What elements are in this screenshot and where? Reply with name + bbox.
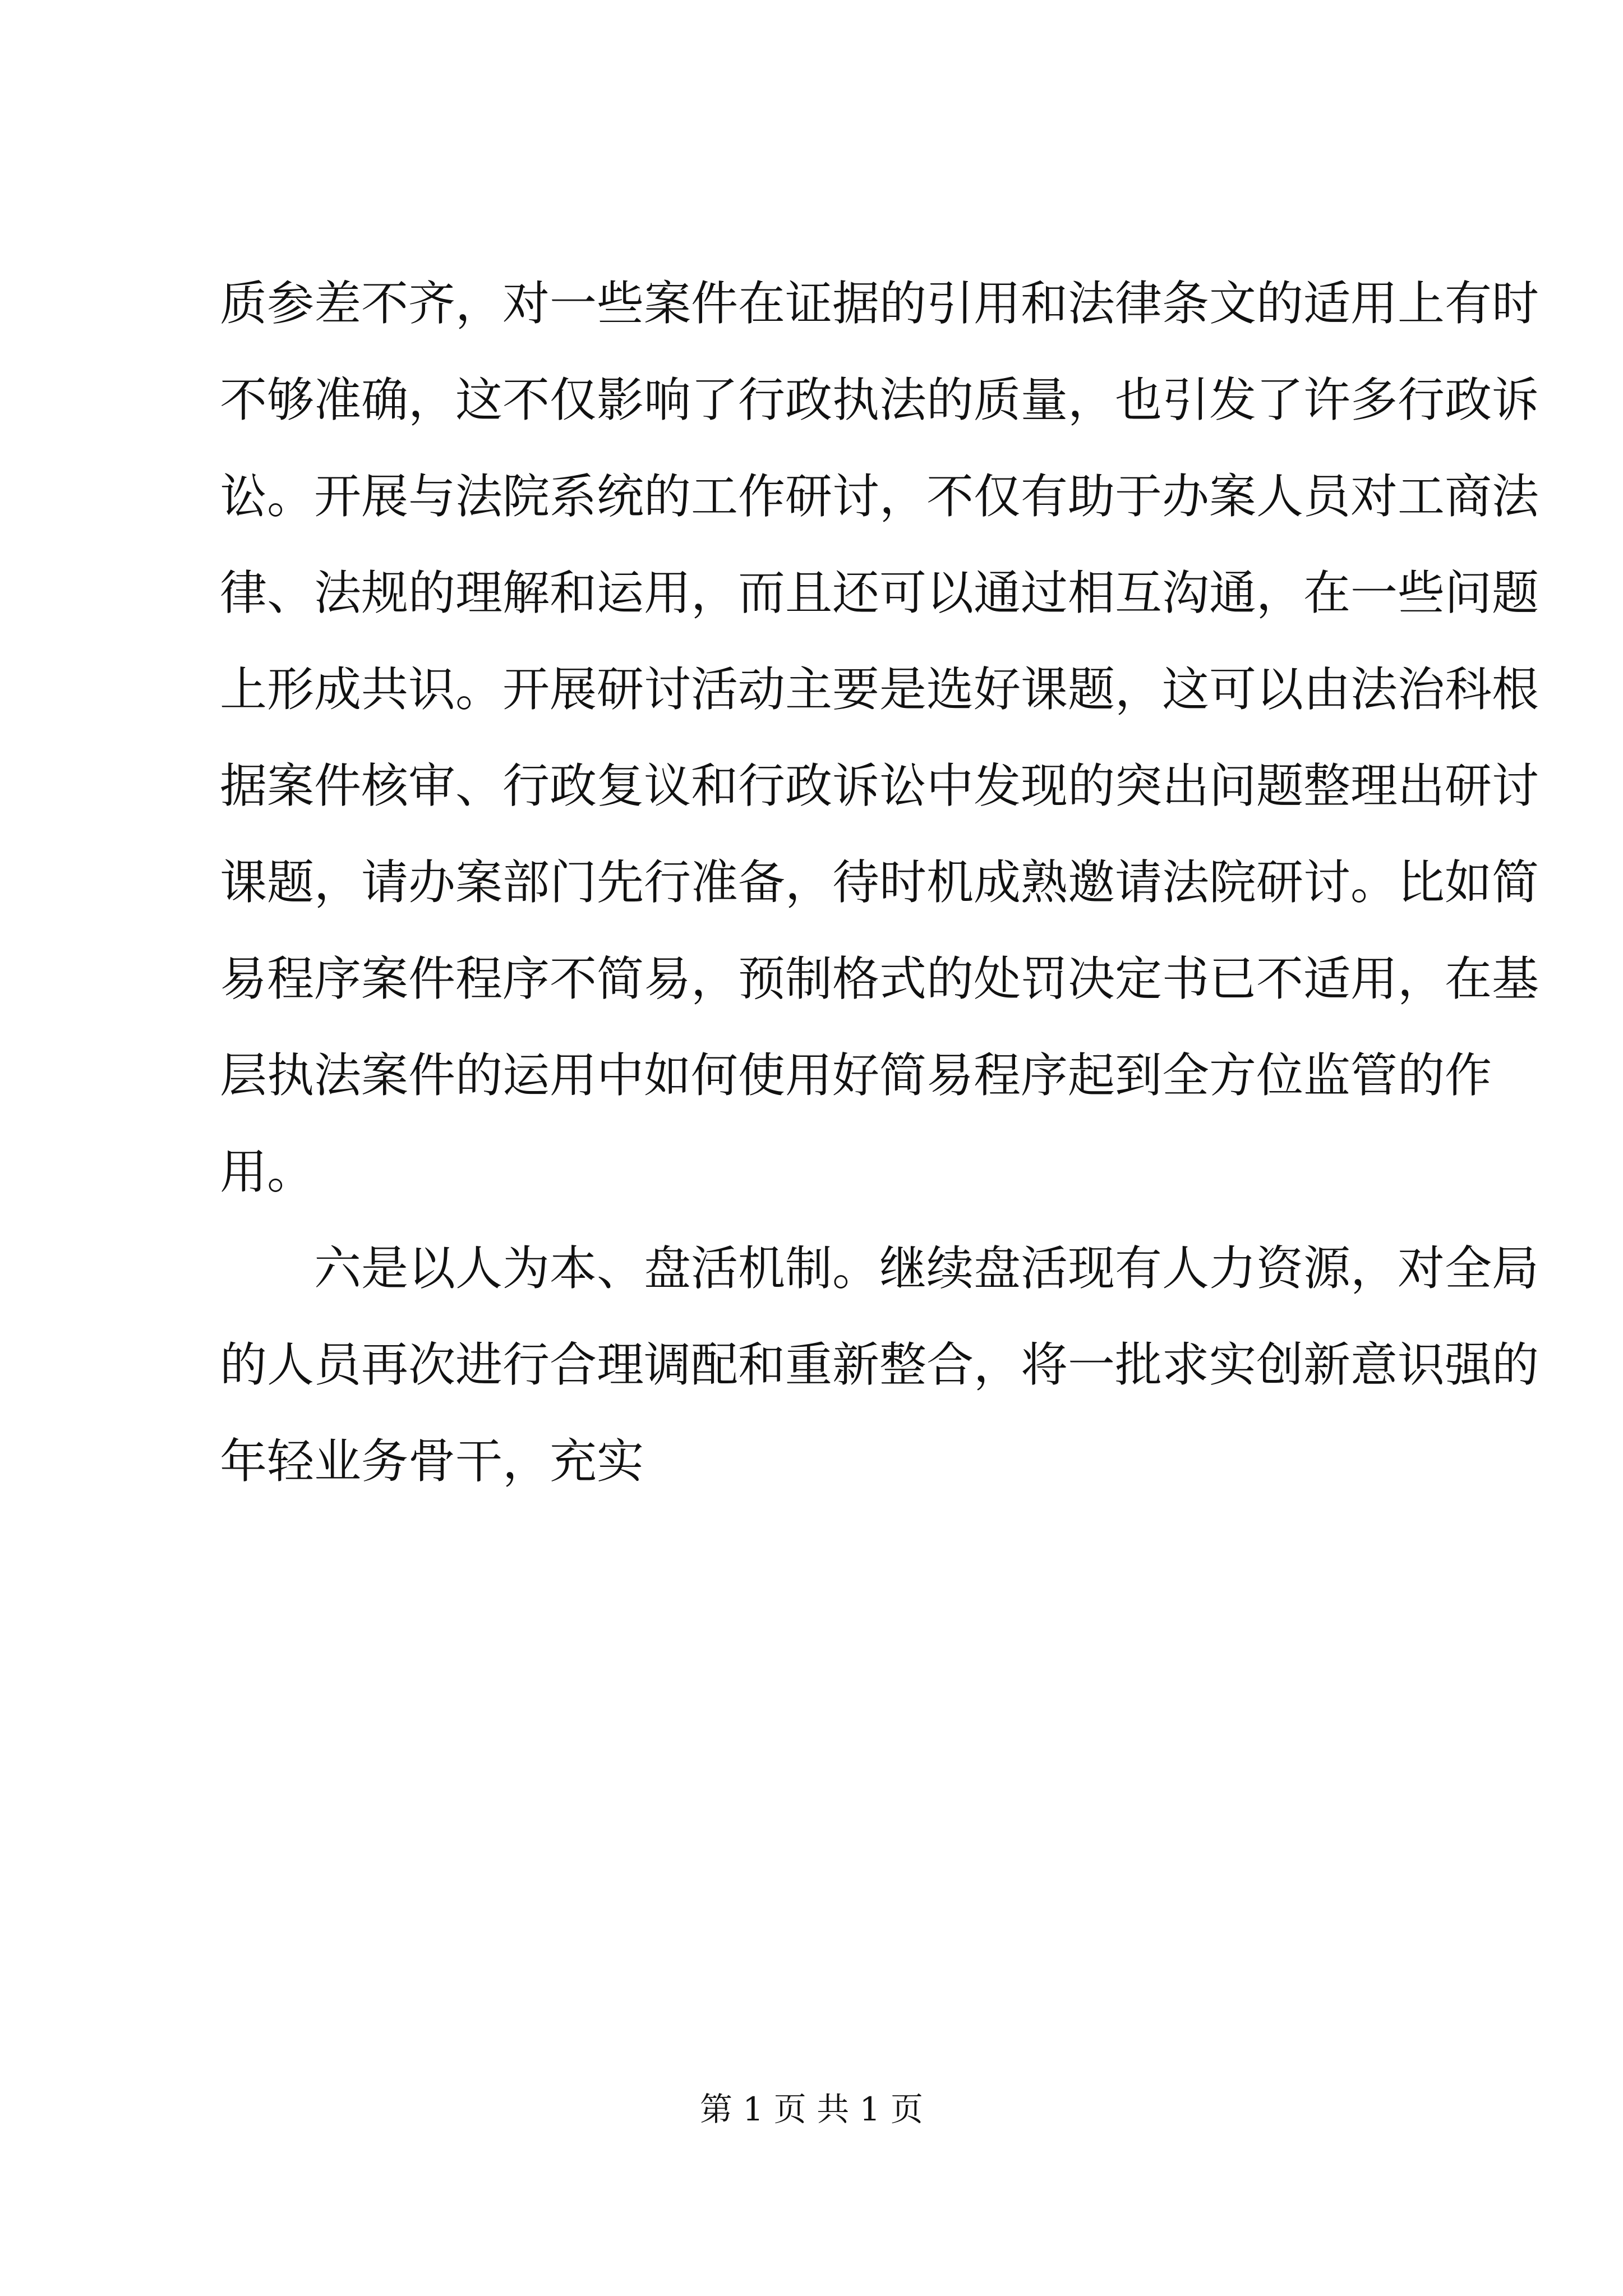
- text-line: 课题，请办案部门先行准备，待时机成熟邀请法院研讨。比如简: [220, 855, 1539, 910]
- text-line: 上形成共识。开展研讨活动主要是选好课题，这可以由法治科根: [220, 662, 1539, 717]
- text-line: 质参差不齐，对一些案件在证据的引用和法律条文的适用上有时: [220, 276, 1539, 331]
- text-line: 用。: [220, 1144, 315, 1199]
- text-line: 易程序案件程序不简易，预制格式的处罚决定书已不适用，在基: [220, 951, 1539, 1006]
- text-line: 讼。开展与法院系统的工作研讨，不仅有助于办案人员对工商法: [220, 469, 1539, 524]
- paragraph-2: [220, 1220, 1539, 1510]
- page-footer: [0, 2090, 1623, 2129]
- text-line: 六是以人为本、盘活机制。继续盘活现有人力资源，对全局: [314, 1241, 1539, 1296]
- paragraph-1: [220, 255, 1539, 1220]
- text-line: 律、法规的理解和运用，而且还可以通过相互沟通，在一些问题: [220, 565, 1539, 620]
- text-line: 不够准确，这不仅影响了行政执法的质量，也引发了许多行政诉: [220, 372, 1539, 427]
- text-line: 据案件核审、行政复议和行政诉讼中发现的突出问题整理出研讨: [220, 758, 1539, 813]
- text-line: 的人员再次进行合理调配和重新整合，将一批求实创新意识强的: [220, 1337, 1539, 1392]
- text-line: 年轻业务骨干，充实: [220, 1434, 644, 1489]
- document-body: [220, 255, 1539, 1510]
- text-line: 层执法案件的运用中如何使用好简易程序起到全方位监管的作: [220, 1048, 1492, 1103]
- page-number-label: 第 1 页 共 1 页: [700, 2090, 923, 2128]
